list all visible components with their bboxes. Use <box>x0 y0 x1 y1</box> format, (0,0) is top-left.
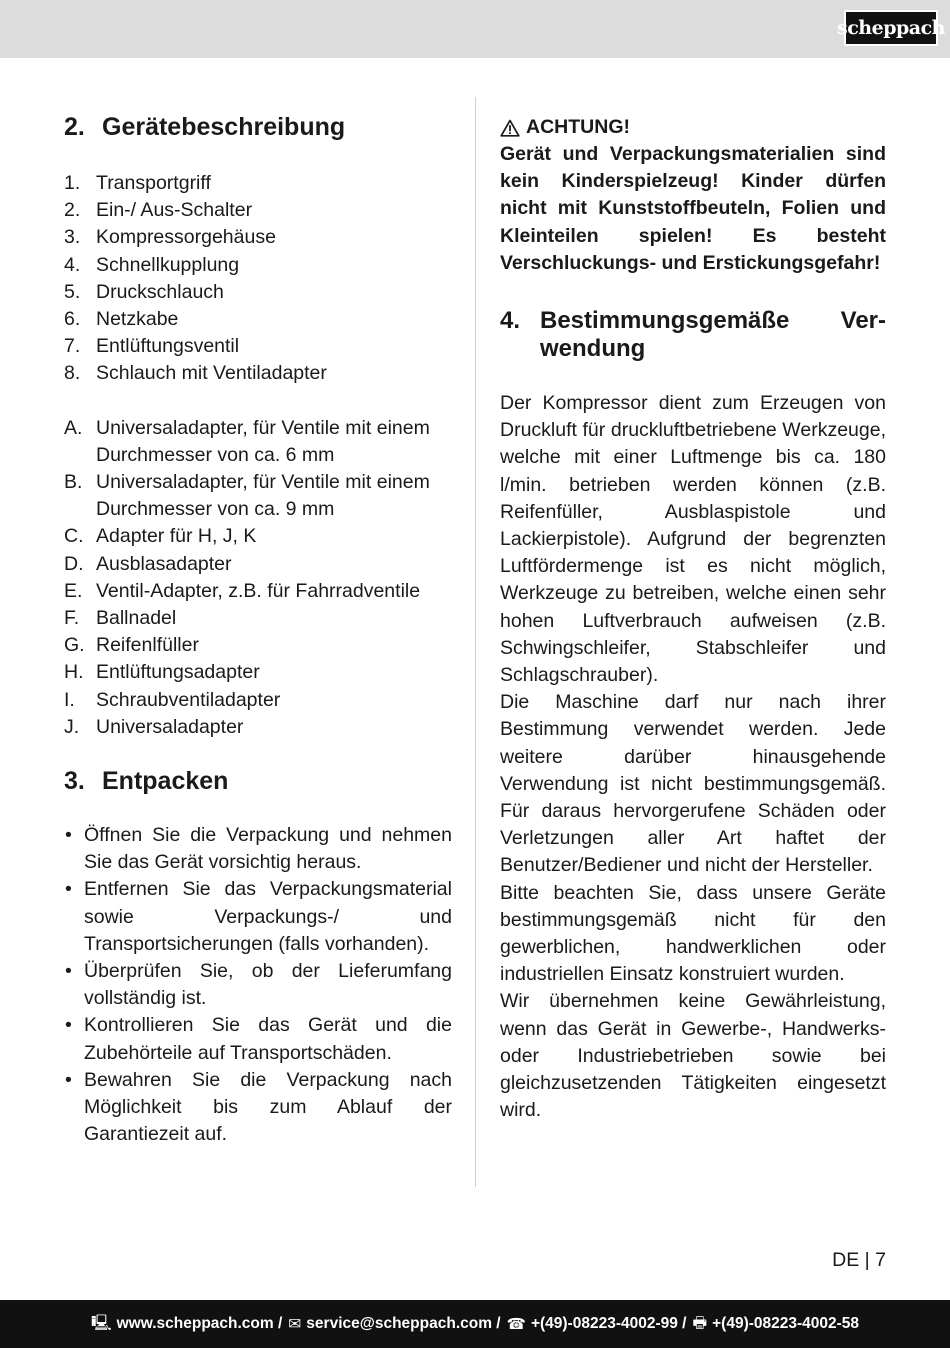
list-marker: I. <box>64 688 75 711</box>
list-marker: J. <box>64 715 80 738</box>
list-marker: B. <box>64 471 83 494</box>
list-item-text: Ausblasadapter <box>96 552 232 575</box>
list-item-text: Reifenlfüller <box>96 634 199 657</box>
list-marker: 3. <box>64 226 81 249</box>
envelope-icon: ✉ <box>288 1315 302 1333</box>
bullet-item <box>64 1012 452 1066</box>
list-item <box>64 632 452 659</box>
page-number: DE | 7 <box>832 1249 886 1271</box>
right-column <box>500 108 886 1125</box>
list-item-text: Ballnadel <box>96 607 177 630</box>
bullet-marker: • <box>65 878 72 901</box>
warning-triangle-icon <box>500 119 520 137</box>
warning-heading <box>500 114 886 141</box>
unpacking-bullets <box>64 822 452 1148</box>
bullet-text: Bewahren Sie die Verpackung nach Möglichkeit bis zum Ablauf der Garantiezeit auf. <box>84 1068 452 1146</box>
list-item <box>64 306 452 333</box>
section-number: 3. <box>64 767 85 796</box>
list-item <box>64 415 452 469</box>
list-item-text: Schraubventiladapter <box>96 688 281 711</box>
list-item <box>64 360 452 387</box>
section-number: 2. <box>64 113 85 141</box>
phone-icon: ☎ <box>506 1315 526 1333</box>
paragraph: Der Kompressor dient zum Erzeugen von Druckluft für druckluftbetriebene Werkzeuge, welche mit einer Luftmenge bis ca. 180 l/min. betrieben werden können (z.B. Reifenfüller, Ausblaspistole und Lackierpistole). Aufgrund der begrenzten Luftfördermenge ist es nicht möglich, Werkzeuge zu betreiben, welche einen sehr hohen Luftverbrauch aufweisen (z.B. Schwingschleifer, Stabschleifer und Schlagschrauber). <box>500 392 886 687</box>
list-item <box>64 578 452 605</box>
list-item <box>64 605 452 632</box>
scheppach-logo: scheppach <box>844 10 938 46</box>
bullet-item <box>64 958 452 1012</box>
left-column <box>64 108 452 1149</box>
bullet-item <box>64 1067 452 1149</box>
bullet-item <box>64 876 452 958</box>
list-item <box>64 279 452 306</box>
footer-website[interactable]: www.scheppach.com / <box>116 1315 283 1332</box>
fax-icon: 🖶 <box>692 1314 708 1332</box>
list-marker: 8. <box>64 362 81 385</box>
list-item-text: Schlauch mit Ventiladapter <box>96 362 327 385</box>
section-2-heading <box>64 112 452 142</box>
list-marker: 7. <box>64 335 81 358</box>
list-item-text: Netzkabe <box>96 308 179 331</box>
list-item <box>64 714 452 741</box>
list-item <box>64 551 452 578</box>
header-bar <box>0 0 950 58</box>
paragraph: Die Maschine darf nur nach ihrer Bestimmung verwendet werden. Jede weitere darüber hinausgehende Verwendung ist nicht bestimmungsgemäß. Für daraus hervorgerufene Schäden oder Verletzungen aller Art haftet der Benutzer/Bediener und nicht der Hersteller. <box>500 691 886 877</box>
bullet-text: Öffnen Sie die Verpackung und nehmen Sie das Gerät vorsichtig heraus. <box>84 824 452 874</box>
list-marker: 4. <box>64 253 81 276</box>
list-marker: A. <box>64 416 83 439</box>
section-title-line1: Bestimmungsgemäße Ver- <box>540 307 886 335</box>
footer-bar <box>0 1300 950 1348</box>
bullet-marker: • <box>65 1014 72 1037</box>
bullet-marker: • <box>65 824 72 847</box>
warning-title: ACHTUNG! <box>526 116 630 138</box>
list-item-text: Ein-/ Aus-Schalter <box>96 199 253 222</box>
list-item <box>64 333 452 360</box>
list-item <box>64 687 452 714</box>
list-item-text: Entlüftungsventil <box>96 335 240 358</box>
list-item-text: Druckschlauch <box>96 280 224 303</box>
section-title-line2: wendung <box>540 335 646 363</box>
section-3-heading <box>64 766 452 796</box>
list-item <box>64 523 452 550</box>
list-marker: 6. <box>64 308 81 331</box>
list-item-text: Kompressorgehäuse <box>96 226 276 249</box>
list-item <box>64 252 452 279</box>
bullet-text: Entfernen Sie das Verpackungsmaterial sowie Verpackungs-/ und Transportsicherungen (falls vorhanden). <box>84 878 452 955</box>
column-divider <box>475 97 476 1187</box>
list-marker: E. <box>64 579 83 602</box>
list-item-text: Universaladapter <box>96 715 244 738</box>
list-item <box>64 170 452 197</box>
paragraph: Wir übernehmen keine Gewährleistung, wenn das Gerät in Gewerbe-, Handwerks- oder Industriebetrieben sowie bei gleichzusetzenden Tätigkeiten eingesetzt wird. <box>500 990 886 1122</box>
list-marker: 1. <box>64 172 81 194</box>
footer-email[interactable]: service@scheppach.com / <box>306 1315 501 1332</box>
list-marker: C. <box>64 525 84 548</box>
parts-list-numbered <box>64 170 452 388</box>
list-item-text: Schnellkupplung <box>96 253 240 276</box>
bullet-item <box>64 822 452 876</box>
section-number: 4. <box>500 307 521 335</box>
list-item-text: Ventil-Adapter, z.B. für Fahrradventile <box>96 579 421 602</box>
section-4-heading <box>500 307 886 363</box>
list-item <box>64 469 452 523</box>
section-title: Gerätebeschreibung <box>102 113 346 141</box>
list-marker: G. <box>64 634 85 657</box>
list-marker: D. <box>64 552 84 575</box>
paragraph: Bitte beachten Sie, dass unsere Geräte bestimmungsgemäß nicht für den gewerblichen, handwerklichen oder industriellen Einsatz konstruiert wurden. <box>500 881 886 986</box>
bullet-text: Kontrollieren Sie das Gerät und die Zubehörteile auf Transportschäden. <box>84 1014 452 1064</box>
footer-phone: +(49)-08223-4002-99 / <box>530 1315 687 1332</box>
list-item <box>64 224 452 251</box>
list-item-text: Entlüftungsadapter <box>96 661 260 684</box>
section-title: Entpacken <box>102 767 229 796</box>
list-marker: F. <box>64 607 80 630</box>
bullet-marker: • <box>65 1068 72 1091</box>
list-item <box>64 659 452 686</box>
list-marker: H. <box>64 661 84 684</box>
list-item <box>64 197 452 224</box>
computer-icon: 🖳 <box>90 1314 112 1332</box>
intended-use-text <box>500 390 886 1124</box>
list-marker: 5. <box>64 280 81 303</box>
bullet-text: Überprüfen Sie, ob der Lieferumfang vollständig ist. <box>84 960 452 1010</box>
list-marker: 2. <box>64 199 81 222</box>
parts-list-lettered <box>64 415 452 741</box>
list-item-text: Universaladapter, für Ventile mit einem Durchmesser von ca. 9 mm <box>96 471 430 521</box>
bullet-marker: • <box>65 960 72 983</box>
list-item-text: Universaladapter, für Ventile mit einem Durchmesser von ca. 6 mm <box>96 416 430 466</box>
list-item-text: Transportgriff <box>96 172 211 194</box>
warning-text: Gerät und Verpackungsmaterialien sind kein Kinderspielzeug! Kinder dürfen nicht mit Kunststoffbeuteln, Folien und Kleinteilen spielen! Es besteht Verschluckungs- und Erstickungsgefahr! <box>500 143 886 274</box>
footer-fax: +(49)-08223-4002-58 <box>712 1315 860 1332</box>
list-item-text: Adapter für H, J, K <box>96 525 257 548</box>
